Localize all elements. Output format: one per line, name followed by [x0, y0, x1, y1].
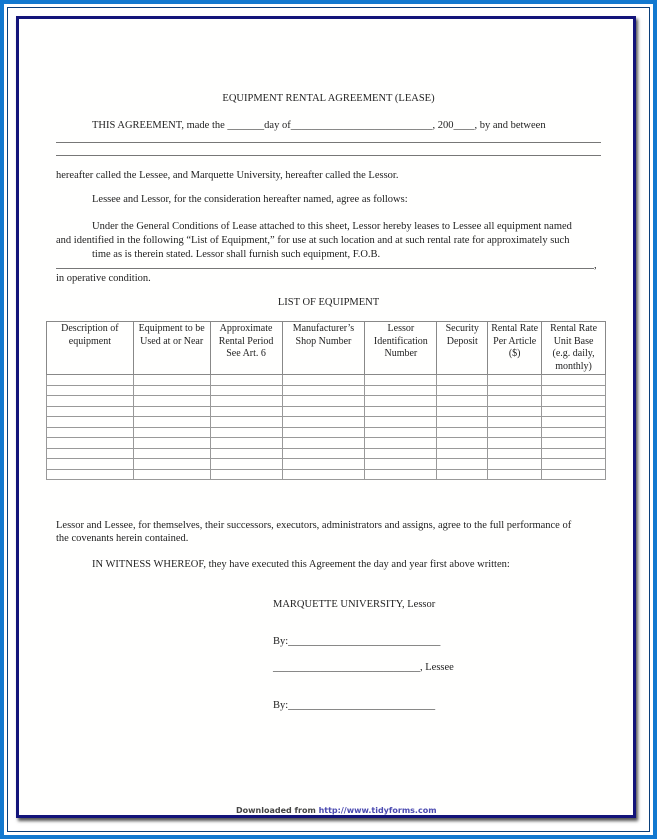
table-cell[interactable]: [365, 469, 437, 480]
table-cell[interactable]: [365, 427, 437, 438]
table-cell[interactable]: [210, 396, 282, 407]
table-row: [47, 375, 606, 386]
table-cell[interactable]: [365, 459, 437, 470]
table-row: [47, 459, 606, 470]
table-cell[interactable]: [282, 469, 365, 480]
table-row: [47, 469, 606, 480]
column-header: Lessor Identification Number: [365, 322, 437, 375]
lessor-name: MARQUETTE UNIVERSITY, Lessor: [273, 599, 436, 610]
table-cell[interactable]: [542, 469, 606, 480]
table-cell[interactable]: [47, 417, 134, 428]
table-cell[interactable]: [365, 448, 437, 459]
table-cell[interactable]: [365, 375, 437, 386]
table-cell[interactable]: [133, 385, 210, 396]
table-cell[interactable]: [210, 406, 282, 417]
table-cell[interactable]: [437, 438, 488, 449]
table-cell[interactable]: [210, 417, 282, 428]
table-cell[interactable]: [437, 459, 488, 470]
table-row: [47, 385, 606, 396]
lessor-signature-line[interactable]: By:_____________________________: [273, 636, 441, 647]
equipment-heading: LIST OF EQUIPMENT: [277, 297, 380, 308]
table-cell[interactable]: [437, 396, 488, 407]
table-cell[interactable]: [210, 385, 282, 396]
table-row: [47, 417, 606, 428]
witness-text: IN WITNESS WHEREOF, they have executed this Agreement the day and year first above written:: [92, 559, 510, 570]
table-cell[interactable]: [47, 406, 134, 417]
table-cell[interactable]: [210, 459, 282, 470]
table-cell[interactable]: [365, 396, 437, 407]
table-cell[interactable]: [437, 427, 488, 438]
table-cell[interactable]: [133, 438, 210, 449]
table-cell[interactable]: [488, 459, 542, 470]
blank-line: [56, 142, 601, 143]
blank-line: [56, 155, 601, 156]
table-cell[interactable]: [282, 417, 365, 428]
table-row: [47, 406, 606, 417]
table-cell[interactable]: [488, 406, 542, 417]
comma: ,: [594, 260, 597, 271]
document-title: EQUIPMENT RENTAL AGREEMENT (LEASE): [222, 93, 435, 104]
fob-blank-line: [56, 268, 594, 269]
closing-line: Lessor and Lessee, for themselves, their successors, executors, administrators and assigns, agree to the full performance of: [56, 520, 572, 531]
lessee-name-line[interactable]: ____________________________, Lessee: [273, 662, 454, 673]
hereafter-text: hereafter called the Lessee, and Marquette University, hereafter called the Lessor.: [56, 170, 399, 181]
table-cell[interactable]: [542, 385, 606, 396]
footer: [236, 806, 437, 815]
column-header: Equipment to be Used at or Near: [133, 322, 210, 375]
table-cell[interactable]: [210, 438, 282, 449]
table-cell[interactable]: [542, 375, 606, 386]
table-cell[interactable]: [282, 459, 365, 470]
table-cell[interactable]: [47, 396, 134, 407]
table-cell[interactable]: [542, 459, 606, 470]
footer-link[interactable]: http://www.tidyforms.com: [318, 806, 437, 815]
table-cell[interactable]: [133, 406, 210, 417]
table-cell[interactable]: [542, 448, 606, 459]
table-cell[interactable]: [210, 448, 282, 459]
table-cell[interactable]: [282, 375, 365, 386]
agreement-intro: THIS AGREEMENT, made the _______day of___________________________, 200____, by and between: [92, 120, 546, 131]
table-cell[interactable]: [365, 417, 437, 428]
table-row: [47, 396, 606, 407]
table-cell[interactable]: [210, 469, 282, 480]
table-cell[interactable]: [47, 385, 134, 396]
closing-line: the covenants herein contained.: [56, 533, 189, 544]
column-header: Manufacturer’s Shop Number: [282, 322, 365, 375]
table-cell[interactable]: [542, 438, 606, 449]
table-cell[interactable]: [47, 448, 134, 459]
agree-text: Lessee and Lessor, for the consideration hereafter named, agree as follows:: [92, 194, 408, 205]
table-cell[interactable]: [488, 469, 542, 480]
table-cell[interactable]: [542, 417, 606, 428]
column-header: Approximate Rental Period See Art. 6: [210, 322, 282, 375]
table-row: [47, 427, 606, 438]
equipment-table: [46, 321, 606, 480]
operative-text: in operative condition.: [56, 273, 151, 284]
table-cell[interactable]: [210, 427, 282, 438]
table-cell[interactable]: [488, 396, 542, 407]
table-cell[interactable]: [133, 469, 210, 480]
footer-prefix: Downloaded from: [236, 806, 316, 815]
table-cell[interactable]: [437, 448, 488, 459]
table-cell[interactable]: [488, 417, 542, 428]
table-cell[interactable]: [282, 438, 365, 449]
table-cell[interactable]: [542, 427, 606, 438]
table-cell[interactable]: [437, 406, 488, 417]
table-cell[interactable]: [542, 406, 606, 417]
table-cell[interactable]: [47, 427, 134, 438]
table-cell[interactable]: [47, 469, 134, 480]
table-cell[interactable]: [47, 459, 134, 470]
table-cell[interactable]: [133, 417, 210, 428]
table-row: [47, 448, 606, 459]
table-cell[interactable]: [488, 438, 542, 449]
table-cell[interactable]: [437, 375, 488, 386]
table-cell[interactable]: [488, 427, 542, 438]
table-cell[interactable]: [133, 375, 210, 386]
table-cell[interactable]: [282, 406, 365, 417]
column-header: Security Deposit: [437, 322, 488, 375]
conditions-line: and identified in the following “List of Equipment,” for use at such location and at such rental rate for approximately such: [56, 235, 570, 246]
table-cell[interactable]: [437, 417, 488, 428]
conditions-line: Under the General Conditions of Lease attached to this sheet, Lessor hereby leases to Lessee all equipment named: [92, 221, 572, 232]
column-header: Description of equipment: [47, 322, 134, 375]
lessee-signature-line[interactable]: By:____________________________: [273, 700, 436, 711]
table-cell[interactable]: [282, 396, 365, 407]
table-cell[interactable]: [47, 438, 134, 449]
table-cell[interactable]: [282, 448, 365, 459]
table-cell[interactable]: [365, 406, 437, 417]
table-cell[interactable]: [133, 448, 210, 459]
table-cell[interactable]: [133, 459, 210, 470]
table-row: [47, 438, 606, 449]
table-cell[interactable]: [210, 375, 282, 386]
table-cell[interactable]: [488, 375, 542, 386]
table-cell[interactable]: [365, 385, 437, 396]
column-header: Rental Rate Per Article ($): [488, 322, 542, 375]
table-cell[interactable]: [133, 427, 210, 438]
conditions-line: time as is therein stated. Lessor shall furnish such equipment, F.O.B.: [92, 249, 381, 260]
table-cell[interactable]: [488, 385, 542, 396]
table-cell[interactable]: [282, 385, 365, 396]
table-cell[interactable]: [488, 448, 542, 459]
table-cell[interactable]: [437, 469, 488, 480]
table-cell[interactable]: [282, 427, 365, 438]
column-header: Rental Rate Unit Base (e.g. daily, monthly): [542, 322, 606, 375]
table-cell[interactable]: [437, 385, 488, 396]
table-cell[interactable]: [133, 396, 210, 407]
table-cell[interactable]: [47, 375, 134, 386]
table-cell[interactable]: [365, 438, 437, 449]
table-cell[interactable]: [542, 396, 606, 407]
